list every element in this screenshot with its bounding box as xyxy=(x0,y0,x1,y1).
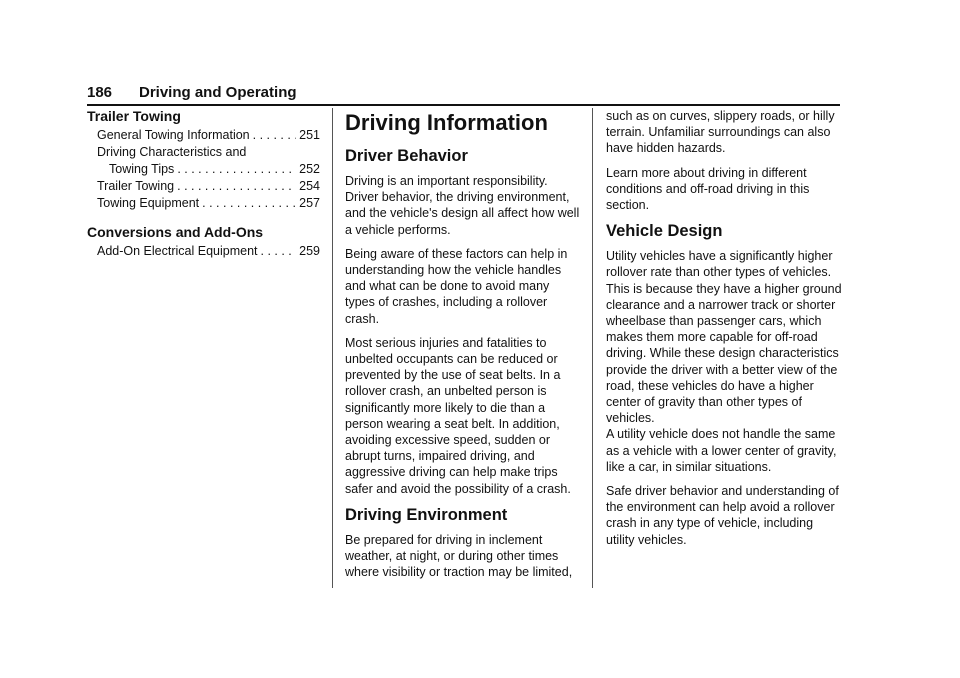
toc-group-conversions xyxy=(87,224,320,260)
toc-entry-general-towing[interactable] xyxy=(87,127,320,144)
toc-entry-page: 254 xyxy=(299,179,320,193)
page-header xyxy=(87,84,840,106)
column-divider xyxy=(332,108,333,588)
page-number: 186 xyxy=(87,84,113,101)
toc-entry-label: Add-On Electrical Equipment xyxy=(97,244,258,258)
paragraph: Most serious injuries and fatalities to unbelted occupants can be reduced or prevented by the use of seat belts. In a rollover crash, an unbelted person is significantly more likely to die than a person wearing a seat belt. In addition, avoiding excessive speed, sudden or abrupt turns, impaired driving, and aggressive driving can help make trips safer and avoid the possibility of a crash. xyxy=(345,335,571,496)
paragraph: Utility vehicles have a significantly higher rollover rate than other types of vehicles. This is because they have a higher ground clearance and a narrower track or shorter wheelbase than passenger cars, which makes them more capable for off-road driving. While these design characteristics provide the driver with a better view of the road, these vehicles do have a higher center of gravity than other types of vehicles. xyxy=(606,249,842,426)
toc-entry-label: Towing Equipment xyxy=(97,196,200,210)
content-column-3 xyxy=(606,108,842,556)
toc-entry-page: 252 xyxy=(299,162,320,176)
heading-vehicle-design: Vehicle Design xyxy=(606,222,723,241)
heading-driver-behavior: Driver Behavior xyxy=(345,147,468,165)
paragraph: such as on curves, slippery roads, or hilly terrain. Unfamiliar surroundings can also have hidden hazards. xyxy=(606,109,835,156)
toc-entry-label: Trailer Towing xyxy=(97,179,175,193)
toc-leader-dots xyxy=(261,243,297,260)
toc-entry-page: 259 xyxy=(299,244,320,258)
toc-entry-label: Driving Characteristics and xyxy=(97,145,247,159)
toc-entry-towing-tips[interactable] xyxy=(87,161,320,178)
paragraph: Learn more about driving in different conditions and off-road driving in this section. xyxy=(606,165,810,213)
toc-entry-label: Towing Tips xyxy=(109,162,175,176)
content-column-2 xyxy=(345,108,580,588)
toc-leader-dots xyxy=(202,195,296,212)
page-title: Driving Information xyxy=(345,110,548,135)
paragraph: A utility vehicle does not handle the same as a vehicle with a lower center of gravity, like a car, in similar situations. xyxy=(606,427,837,474)
toc-entry-towing-equipment[interactable] xyxy=(87,195,320,212)
toc-entry-trailer-towing[interactable] xyxy=(87,178,320,195)
toc-heading: Conversions and Add-Ons xyxy=(87,224,264,240)
toc-column xyxy=(87,108,320,272)
toc-entry-label: General Towing Information xyxy=(97,128,250,142)
toc-entry-page: 251 xyxy=(299,128,320,142)
toc-entry-add-on-electrical[interactable] xyxy=(87,243,320,260)
toc-group-trailer-towing xyxy=(87,108,320,212)
section-title: Driving and Operating xyxy=(139,84,297,101)
toc-leader-dots xyxy=(177,161,296,178)
toc-leader-dots xyxy=(253,127,297,144)
paragraph: Driving is an important responsibility. Driver behavior, the driving environment, and the vehicle's design all affect how well a vehicle performs. xyxy=(345,174,580,237)
column-divider xyxy=(592,108,593,588)
toc-heading: Trailer Towing xyxy=(87,108,181,124)
heading-driving-environment: Driving Environment xyxy=(345,505,508,524)
toc-entry-page: 257 xyxy=(299,196,320,210)
toc-entry-driving-characteristics[interactable] xyxy=(87,144,320,161)
paragraph: Safe driver behavior and understanding of the environment can help avoid a rollover crash in any type of vehicle, including utility vehicles. xyxy=(606,484,839,547)
paragraph: Being aware of these factors can help in understanding how the vehicle handles and what can be done to avoid many types of crashes, including a rollover crash. xyxy=(345,246,568,326)
paragraph: Be prepared for driving in inclement weather, at night, or during other times where visibility or traction may be limited, xyxy=(345,532,573,580)
toc-leader-dots xyxy=(177,178,296,195)
